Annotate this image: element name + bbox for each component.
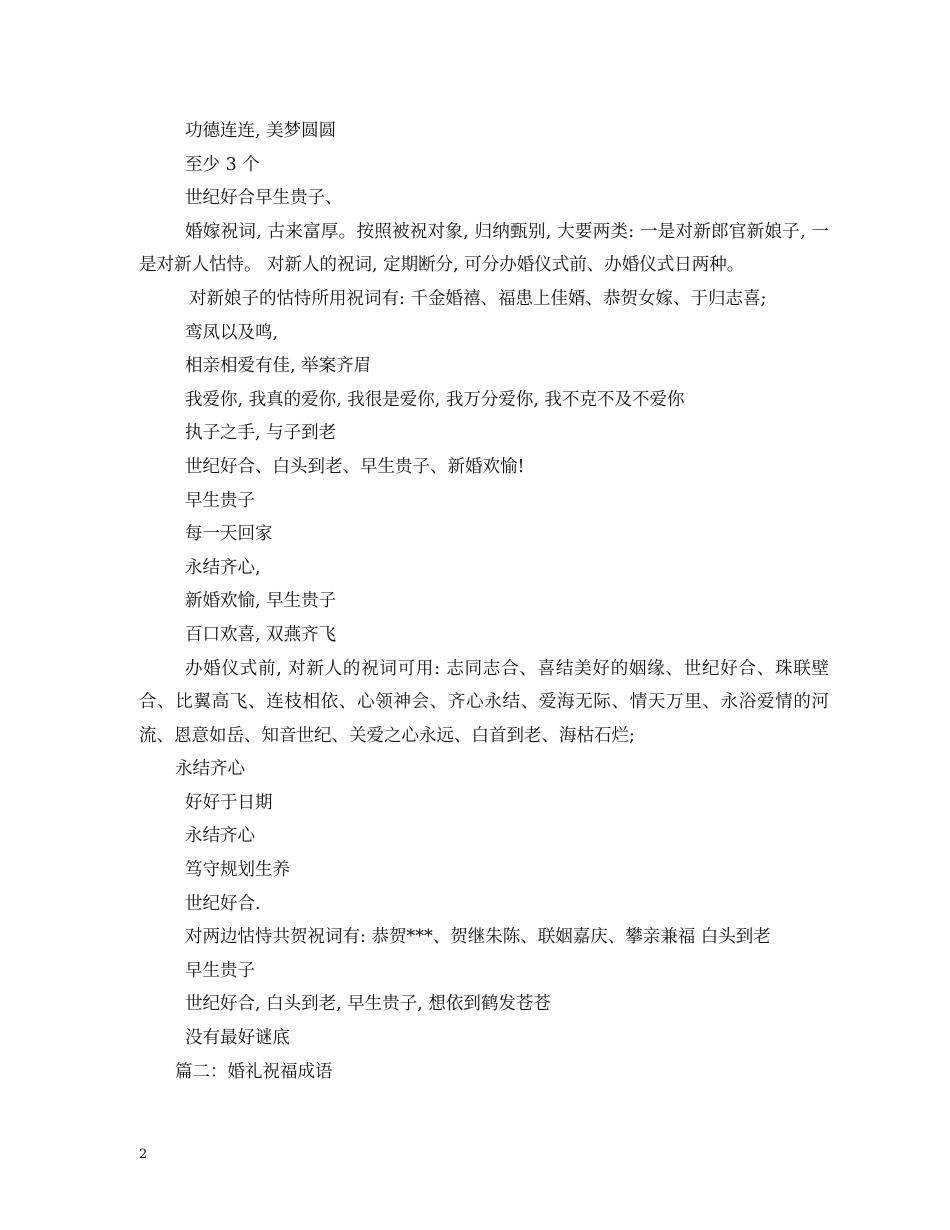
paragraph: 世纪好合.: [185, 893, 261, 914]
paragraph: 世纪好合早生贵子、: [185, 188, 343, 209]
paragraph: 世纪好合、白头到老、早生贵子、新婚欢愉!: [185, 456, 525, 477]
paragraph: 早生贵子: [185, 960, 255, 981]
paragraph: 我爱你, 我真的爱你, 我很是爱你, 我万分爱你, 我不克不及不爱你: [185, 389, 685, 410]
paragraph: 对两边怙恃共贺祝词有: 恭贺***、贺继朱陈、联姻嘉庆、攀亲兼福 白头到老: [185, 927, 771, 948]
paragraph: 鸾凤以及鸣,: [185, 322, 279, 343]
paragraph: 世纪好合, 白头到老, 早生贵子, 想依到鹤发苍苍: [185, 994, 551, 1015]
paragraph: 百口欢喜, 双燕齐飞: [185, 624, 337, 645]
paragraph: 新婚欢愉, 早生贵子: [185, 591, 337, 612]
paragraph: 没有最好谜底: [185, 1028, 290, 1049]
paragraph: 永结齐心,: [185, 557, 261, 578]
paragraph: 相亲相爱有佳, 举案齐眉: [185, 356, 372, 377]
paragraph: 对新娘子的怙恃所用祝词有: 千金婚禧、福患上佳婿、恭贺女嫁、于归志喜;: [189, 288, 767, 309]
page-number: 2: [139, 1147, 148, 1162]
paragraph: 执子之手, 与子到老: [185, 423, 337, 444]
paragraph: 婚嫁祝词, 古来富厚。按照被祝对象, 归纳甄别, 大要两类: 一是对新郎官新娘子, 一是对新人怙恃。 对新人的祝词, 定期断分, 可分办婚仪式前、办婚仪式日两种。: [139, 221, 829, 276]
paragraph: 功德连连, 美梦圆圆: [185, 121, 337, 141]
paragraph: 至少 3 个: [185, 154, 260, 175]
paragraph: 早生贵子: [185, 490, 255, 511]
section-heading: 篇二：婚礼祝福成语: [175, 1061, 333, 1082]
paragraph: 永结齐心: [185, 826, 255, 847]
body-text: [139, 115, 829, 1089]
paragraph: 笃守规划生养: [185, 860, 290, 881]
paragraph: 办婚仪式前, 对新人的祝词可用: 志同志合、喜结美好的姻缘、世纪好合、珠联壁合、比翼高飞、连枝相依、心领神会、齐心永结、爱海无际、情天万里、永浴爱情的河流、恩意如岳、知音世纪、关爱之心永远、白首到老、海枯石烂;: [139, 658, 829, 746]
paragraph: 每一天回家: [185, 524, 273, 545]
paragraph: 好好于日期: [185, 792, 273, 813]
paragraph: 永结齐心: [175, 759, 245, 780]
